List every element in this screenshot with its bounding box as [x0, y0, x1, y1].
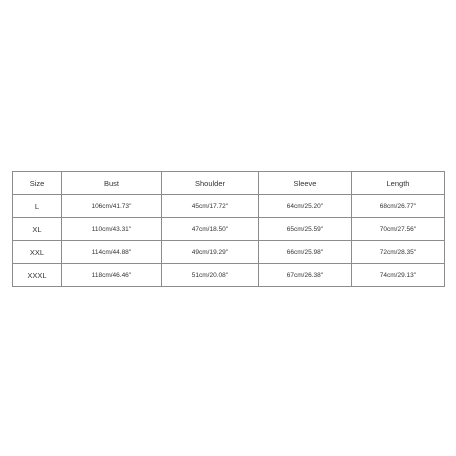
size-chart-table — [12, 171, 445, 287]
table-row — [13, 195, 445, 218]
bust-cell: 106cm/41.73'' — [62, 195, 162, 218]
bust-cell: 110cm/43.31'' — [62, 218, 162, 241]
length-cell: 74cm/29.13'' — [352, 264, 445, 287]
shoulder-cell: 45cm/17.72'' — [162, 195, 259, 218]
size-cell: XXXL — [13, 264, 62, 287]
header-shoulder: Shoulder — [162, 172, 259, 195]
shoulder-cell: 47cm/18.50'' — [162, 218, 259, 241]
sleeve-cell: 67cm/26.38'' — [259, 264, 352, 287]
header-sleeve: Sleeve — [259, 172, 352, 195]
table-row — [13, 218, 445, 241]
length-cell: 72cm/28.35'' — [352, 241, 445, 264]
size-cell: XL — [13, 218, 62, 241]
table-row — [13, 264, 445, 287]
bust-cell: 118cm/46.46'' — [62, 264, 162, 287]
shoulder-cell: 51cm/20.08'' — [162, 264, 259, 287]
shoulder-cell: 49cm/19.29'' — [162, 241, 259, 264]
sleeve-cell: 64cm/25.20'' — [259, 195, 352, 218]
size-cell: L — [13, 195, 62, 218]
length-cell: 68cm/26.77'' — [352, 195, 445, 218]
header-bust: Bust — [62, 172, 162, 195]
sleeve-cell: 66cm/25.98'' — [259, 241, 352, 264]
length-cell: 70cm/27.56'' — [352, 218, 445, 241]
sleeve-cell: 65cm/25.59'' — [259, 218, 352, 241]
bust-cell: 114cm/44.88'' — [62, 241, 162, 264]
size-cell: XXL — [13, 241, 62, 264]
table-header-row — [13, 172, 445, 195]
header-size: Size — [13, 172, 62, 195]
table-row — [13, 241, 445, 264]
header-length: Length — [352, 172, 445, 195]
